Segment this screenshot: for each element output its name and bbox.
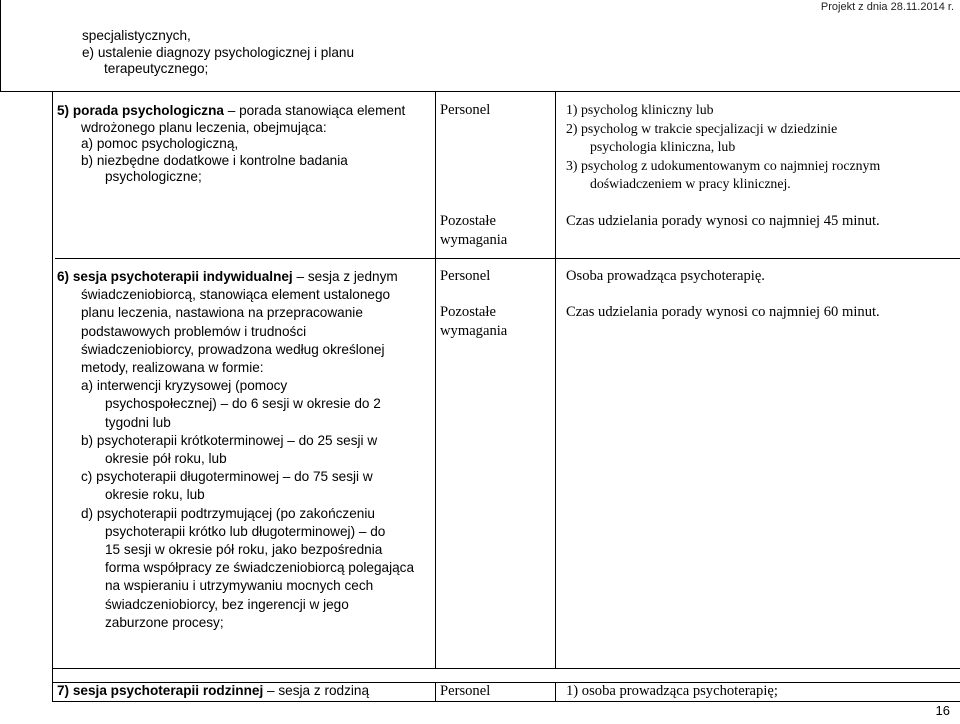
row-top-text — [82, 28, 354, 78]
row5-personel-item-2b: psychologia kliniczna, lub — [590, 139, 736, 155]
row5-title: porada psychologiczna — [72, 103, 224, 118]
row6-heading — [57, 268, 414, 286]
row5-personel-list — [566, 101, 880, 194]
table-rule-row5-bottom — [55, 258, 960, 259]
row6-line-9: b) psychoterapii krótkoterminowej – do 25 sesji w — [81, 432, 378, 448]
page-number: 16 — [935, 703, 950, 718]
row6-line-17: na wspieraniu i utrzymywaniu mocnych cech — [105, 578, 374, 594]
row6-description — [57, 268, 414, 632]
row5-personel-item-3: 3) psycholog z udokumentowanym co najmniej rocznym — [566, 157, 881, 173]
table-col-right-lower — [555, 258, 556, 669]
row6-other-label-line-2: wymagania — [440, 322, 508, 339]
row6-line-11: c) psychoterapii długoterminowej – do 75 sesji w — [81, 469, 373, 485]
row6-line-2: planu leczenia, nastawiona na przepracowanie — [81, 305, 363, 321]
row5-number: 5) — [57, 103, 70, 118]
row6-line-15: 15 sesji w okresie pół roku, jako bezpośrednia — [105, 542, 383, 558]
table-rule-top — [0, 91, 960, 92]
row7-personel-label: Personel — [440, 683, 491, 699]
row6-other-label-line-1: Pozostałe — [440, 304, 496, 320]
table-rule-row7-bottom — [52, 701, 960, 702]
row6-line-18: świadczeniobiorcy, bez ingerencji w jego — [105, 596, 349, 612]
row5-personel-item-2: 2) psycholog w trakcie specjalizacji w dziedzinie — [566, 120, 838, 136]
row6-title-rest: – sesja z jednym — [292, 269, 398, 284]
row5-personel-item-1: 1) psycholog kliniczny lub — [566, 102, 714, 117]
row5-personel-item-3b: doświadczeniem w pracy klinicznej. — [590, 176, 791, 192]
row6-line-4: świadczeniobiorcy, prowadzona według określonej — [81, 341, 385, 357]
row5-line-2: a) pomoc psychologiczną, — [81, 136, 239, 152]
row6-line-10: okresie pół roku, lub — [105, 451, 227, 467]
row6-other-value: Czas udzielania porady wynosi co najmniej 60 minut. — [566, 304, 880, 320]
row7-title: sesja psychoterapii rodzinnej — [72, 683, 264, 698]
row6-other-label — [440, 303, 507, 340]
row5-other-label-line-1: Pozostałe — [440, 213, 496, 229]
row6-line-6: a) interwencji kryzysowej (pomocy — [81, 378, 288, 394]
row6-line-5: metody, realizowana w formie: — [81, 360, 264, 376]
row5-line-1: wdrożonego planu leczenia, obejmująca: — [81, 119, 327, 135]
row6-line-1: świadczeniobiorcą, stanowiąca element ustalonego — [81, 287, 391, 303]
row7-number: 7) — [57, 683, 70, 698]
row6-line-12: okresie roku, lub — [105, 487, 205, 503]
row6-title: sesja psychoterapii indywidualnej — [72, 269, 293, 284]
table-col-right-row7 — [555, 682, 556, 702]
table-rule-row6-bottom — [52, 668, 960, 669]
row5-other-value: Czas udzielania porady wynosi co najmniej 45 minut. — [566, 213, 880, 229]
row-top-line-3: terapeutycznego; — [104, 61, 209, 77]
row5-description — [57, 103, 405, 186]
draft-date-note: Projekt z dnia 28.11.2014 r. — [820, 1, 954, 13]
table-col-right-upper — [555, 92, 556, 259]
row5-other-label — [440, 212, 507, 249]
row6-personel-label: Personel — [440, 268, 491, 284]
row7-description — [57, 683, 369, 700]
row6-line-8: tygodni lub — [105, 414, 171, 430]
row6-line-7: psychospołecznej) – do 6 sesji w okresie do 2 — [105, 396, 381, 412]
row5-line-3: b) niezbędne dodatkowe i kontrolne badania — [81, 152, 348, 168]
table-col-mid-row7 — [435, 682, 436, 702]
table-col-left — [52, 92, 53, 702]
row5-line-4: psychologiczne; — [105, 169, 202, 185]
row6-line-3: podstawowych problemów i trudności — [81, 323, 307, 339]
row5-title-rest: – porada stanowiąca element — [223, 103, 406, 118]
row6-number: 6) — [57, 269, 70, 284]
row5-other-label-line-2: wymagania — [440, 231, 508, 248]
row6-line-14: psychoterapii krótko lub długoterminowej) – do — [105, 523, 386, 539]
table-border-left — [0, 0, 1, 92]
row7-personel-value: 1) osoba prowadząca psychoterapię; — [566, 683, 778, 699]
table-col-mid-lower — [435, 258, 436, 669]
row5-heading — [57, 103, 405, 120]
row-top-line-1: specjalistycznych, — [82, 28, 191, 43]
row7-title-rest: – sesja z rodziną — [263, 683, 370, 698]
row-top-line-2: e) ustalenie diagnozy psychologicznej i planu — [82, 44, 355, 60]
row6-line-19: zaburzone procesy; — [105, 614, 224, 630]
table-col-mid-upper — [435, 92, 436, 259]
row6-line-16: forma współpracy ze świadczeniobiorcą polegająca — [105, 560, 415, 576]
row6-personel-value: Osoba prowadząca psychoterapię. — [566, 268, 765, 284]
row5-personel-label: Personel — [440, 102, 491, 118]
row6-line-13: d) psychoterapii podtrzymującej (po zakończeniu — [81, 505, 375, 521]
